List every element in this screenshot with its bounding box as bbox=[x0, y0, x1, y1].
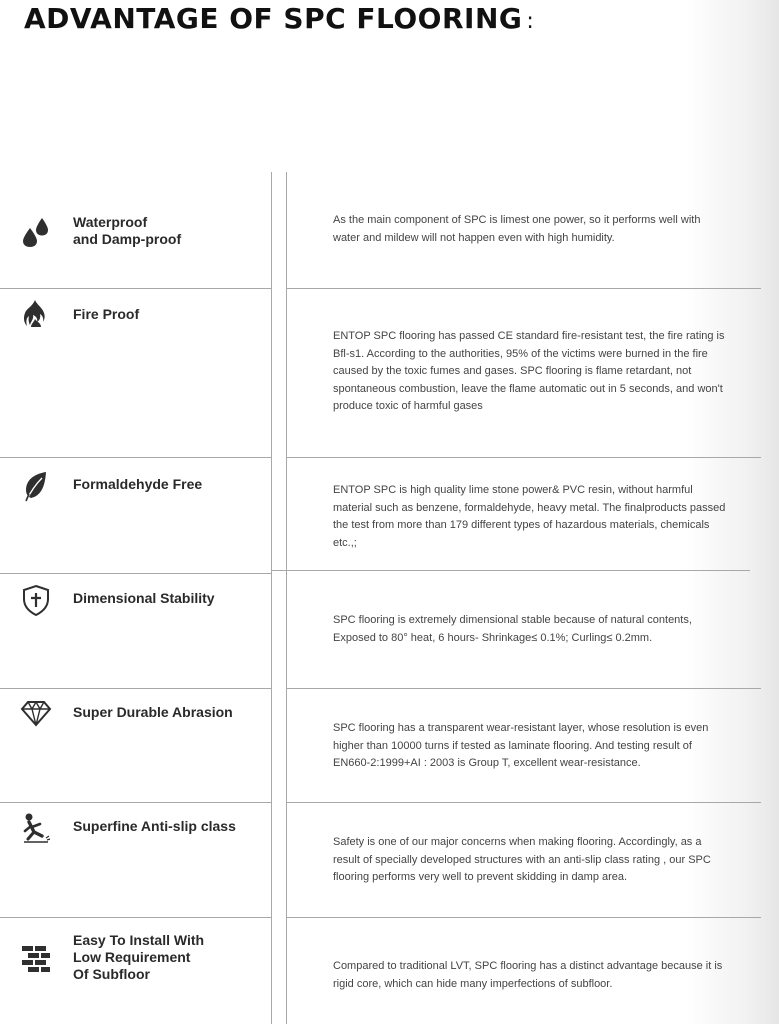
row-divider bbox=[0, 917, 271, 918]
feature-description: As the main component of SPC is limest one power, so it performs well with water and mildew will not happen even with high humidity. bbox=[333, 214, 701, 244]
feature-title: Fire Proof bbox=[73, 306, 140, 322]
feature-description: SPC flooring has a transparent wear-resistant layer, whose resolution is even higher than 10000 turns if tested as laminate flooring. And testing result of EN660-2:1999+AI : 2003 is Group T, excellent wear-resistance. bbox=[333, 722, 709, 769]
row-divider bbox=[286, 457, 761, 458]
row-divider bbox=[286, 917, 761, 918]
feature-description: Compared to traditional LVT, SPC flooring has a distinct advantage because it is rigid core, which can hide many imperfections of subfloor. bbox=[333, 960, 723, 990]
column-divider-left bbox=[271, 172, 272, 1024]
row-divider bbox=[0, 688, 271, 689]
shield-cross-icon bbox=[20, 584, 52, 616]
leaf-icon bbox=[20, 470, 52, 502]
water-drops-icon bbox=[20, 216, 52, 248]
feature-title: Waterproof and Damp-proof bbox=[73, 214, 182, 247]
row-divider bbox=[0, 802, 271, 803]
page-title-text: ADVANTAGE OF SPC FLOORING bbox=[24, 2, 523, 35]
feature-title: Dimensional Stability bbox=[73, 590, 215, 606]
feature-title: Superfine Anti-slip class bbox=[73, 818, 236, 834]
feature-title: Super Durable Abrasion bbox=[73, 704, 233, 720]
page-title bbox=[24, 2, 534, 35]
feature-title: Easy To Install With Low Requirement Of Subfloor bbox=[73, 932, 205, 982]
row-divider bbox=[0, 457, 271, 458]
feature-description: Safety is one of our major concerns when making flooring. Accordingly, as a result of specially developed structures with an anti-slip class rating , our SPC flooring performs very well to prevent skidding in damp area. bbox=[333, 836, 711, 883]
diamond-icon bbox=[20, 697, 52, 729]
row-divider bbox=[272, 570, 750, 571]
slipping-person-icon bbox=[20, 812, 52, 844]
feature-title: Formaldehyde Free bbox=[73, 476, 203, 492]
feature-description: ENTOP SPC flooring has passed CE standard fire-resistant test, the fire rating is Bfl-s1. According to the authorities, 95% of the victims were burned in the fire caused by the toxic fumes and gases. SPC flooring is flame retardant, not spontaneous combustion, leave the flame automatic out in 5 seconds, and won't produce toxic of harmful gases bbox=[333, 330, 725, 412]
row-divider bbox=[0, 288, 271, 289]
feature-description: SPC flooring is extremely dimensional stable because of natural contents, Exposed to 80° heat, 6 hours- Shrinkage≤ 0.1%; Curling≤ 0.2mm. bbox=[333, 614, 692, 644]
brick-wall-icon bbox=[20, 942, 52, 974]
feature-description: ENTOP SPC is high quality lime stone power& PVC resin, without harmful material such as benzene, formaldehyde, heavy metal. The finalproducts passed the test from more than 179 different types of hazardous materials, chemicals etc.,; bbox=[333, 484, 726, 549]
row-divider bbox=[286, 288, 761, 289]
row-divider bbox=[286, 688, 761, 689]
flame-icon bbox=[20, 298, 52, 330]
row-divider bbox=[286, 802, 761, 803]
column-divider-right bbox=[286, 172, 287, 1024]
page-title-colon: : bbox=[526, 9, 535, 34]
row-divider bbox=[0, 573, 271, 574]
